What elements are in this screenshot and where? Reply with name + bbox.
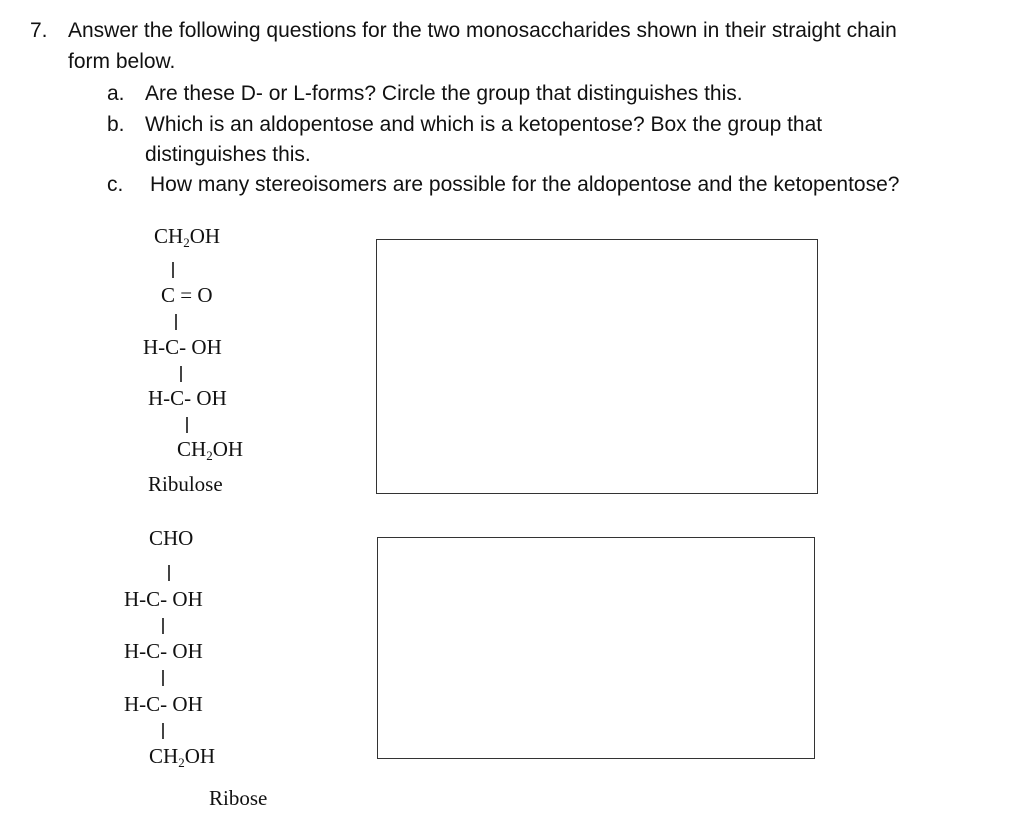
ribulose-bond-4: [186, 417, 188, 433]
part-a-text: Are these D- or L-forms? Circle the group that distinguishes this.: [145, 82, 743, 105]
ribose-bond-1: [168, 565, 170, 581]
part-b-letter: b.: [107, 113, 125, 136]
ribulose-row-1: H-C- OH: [143, 335, 222, 359]
ribose-bond-2: [162, 618, 164, 634]
answer-box-ribose[interactable]: [377, 537, 815, 759]
answer-box-ribulose[interactable]: [376, 239, 818, 494]
ribulose-bond-1: [172, 262, 174, 278]
ribose-bottom-ch2oh: $CH_2OH$: [149, 744, 216, 770]
ribulose-top-ch2oh: $CH_2OH$: [154, 224, 221, 250]
ribose-bond-3: [162, 670, 164, 686]
ribulose-bond-2: [175, 314, 177, 330]
ribulose-bottom-ch2oh: $CH_2OH$: [177, 437, 244, 463]
part-b-text: Which is an aldopentose and which is a ketopentose? Box the group that: [145, 113, 823, 136]
ribose-row-2: H-C- OH: [124, 639, 203, 663]
ribose-row-1: H-C- OH: [124, 587, 203, 611]
part-b-continuation: distinguishes this.: [145, 143, 311, 166]
ribose-name: Ribose: [209, 786, 268, 810]
part-a-letter: a.: [107, 82, 125, 105]
ribulose-bond-3: [180, 366, 182, 382]
question-number: 7.: [30, 19, 48, 42]
ribose-row-3: H-C- OH: [124, 692, 203, 716]
ribulose-carbonyl: C = O: [161, 283, 213, 307]
part-c-text: How many stereoisomers are possible for the aldopentose and the ketopentose?: [150, 173, 900, 196]
part-c-letter: c.: [107, 173, 124, 196]
ribulose-name: Ribulose: [148, 472, 223, 496]
question-line-2: form below.: [68, 50, 176, 73]
question-line-1: Answer the following questions for the two monosaccharides shown in their straight chain: [68, 19, 897, 42]
ribulose-row-2: H-C- OH: [148, 386, 227, 410]
ribose-bond-4: [162, 723, 164, 739]
ribose-top-cho: CHO: [149, 526, 194, 550]
